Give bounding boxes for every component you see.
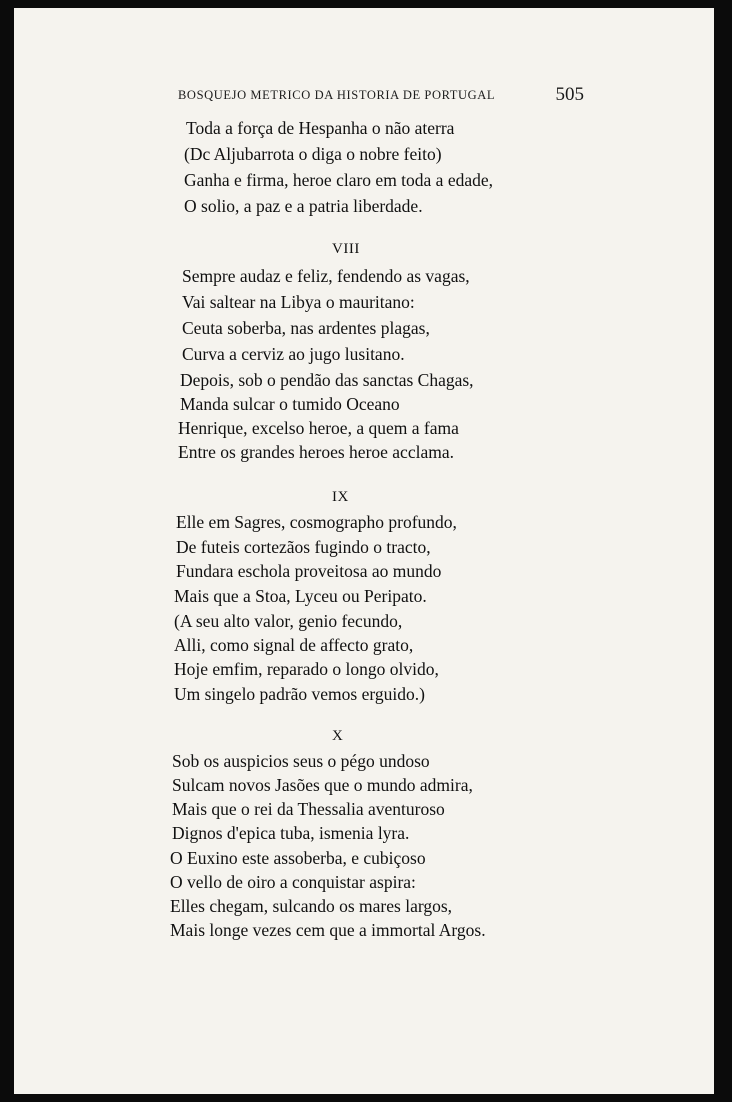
- verse-line: Dignos d'epica tuba, ismenia lyra.: [172, 823, 410, 843]
- verse-line: Mais que a Stoa, Lyceu ou Peripato.: [174, 586, 427, 606]
- verse-line: O vello de oiro a conquistar aspira:: [170, 872, 416, 892]
- stanza-number: VIII: [332, 241, 360, 257]
- verse-line: O Euxino este assoberba, e cubiçoso: [170, 848, 426, 868]
- verse-line: Manda sulcar o tumido Oceano: [180, 394, 400, 414]
- verse-line: (Dc Aljubarrota o diga o nobre feito): [184, 144, 442, 164]
- page-number: 505: [555, 84, 584, 105]
- running-title: BOSQUEJO METRICO DA HISTORIA DE PORTUGAL: [178, 88, 496, 102]
- verse-line: O solio, a paz e a patria liberdade.: [184, 196, 423, 216]
- verse-line: (A seu alto valor, genio fecundo,: [174, 611, 403, 631]
- verse-line: Elle em Sagres, cosmographo profundo,: [176, 512, 457, 532]
- verse-line: Depois, sob o pendão das sanctas Chagas,: [180, 370, 474, 390]
- verse-line: Fundara escholа proveitosa ao mundo: [176, 561, 442, 581]
- verse-line: Entre os grandes heroes heroe acclama.: [178, 442, 454, 462]
- verse-line: Ceuta soberba, nas ardentes plagas,: [182, 318, 430, 338]
- verse-line: Curva a cerviz ao jugo lusitano.: [182, 344, 405, 364]
- book-page: [14, 8, 714, 1094]
- verse-line: Hoje emfim, reparado o longo olvido,: [174, 659, 439, 679]
- verse-line: Mais que o rei da Thessalia aventuroso: [172, 799, 445, 819]
- verse-line: Sempre audaz e feliz, fendendo as vagas,: [182, 266, 470, 286]
- verse-line: Elles chegam, sulcando os mares largos,: [170, 896, 453, 916]
- verse-line: Sulcam novos Jasões que o mundo admira,: [172, 775, 473, 795]
- page-header: [178, 84, 598, 108]
- verse-line: Mais longe vezes cem que a immortal Argos.: [170, 920, 486, 940]
- verse-line: Um singelo padrão vemos erguido.): [174, 684, 425, 704]
- verse-line: Ganha e firma, heroe claro em toda a edade,: [184, 170, 494, 190]
- verse-line: De futeis cortezãos fugindo o tracto,: [176, 537, 431, 557]
- stanza-number: IX: [332, 489, 349, 505]
- stanza-number: X: [332, 728, 344, 744]
- verse-line: Sob os auspicios seus o pégo undoso: [172, 751, 430, 771]
- verse-line: Vai saltear na Libya o mauritano:: [182, 292, 415, 312]
- verse-line: Toda a força de Hespanha o não aterra: [186, 118, 455, 138]
- verse-line: Henrique, excelso heroe, a quem a fama: [178, 418, 459, 438]
- verse-line: Alli, como signal de affecto grato,: [174, 635, 414, 655]
